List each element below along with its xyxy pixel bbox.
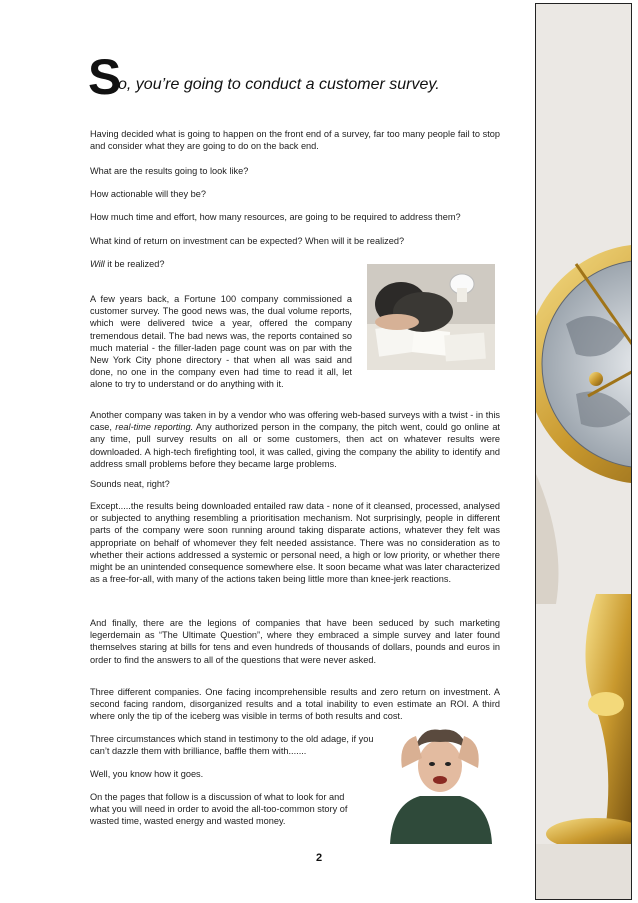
paragraph-how-it-goes: Well, you know how it goes.	[90, 769, 204, 779]
question-resources: How much time and effort, how many resources, are going to be required to address them?	[90, 212, 461, 222]
stressed-worker-photo	[367, 264, 495, 370]
paragraph-except: Except.....the results being downloaded entailed raw data - none of it cleansed, processed, analysed or subjected to anything resembling a prioritisation mechanism. Not surprisingly, people in different parts of the company were soon running around taking disparate actions, whatever they felt was appropriate on behalf of whomever they felt needed assistance. There was no consideration as to whether their actions addressed a systemic or personal need, a high or low priority, or whether there might be an unintended consequence somewhere else. It soon became what was later characterized as a free-for-all, with many of the actions taken being little more than knee-jerk reactions.	[90, 501, 500, 585]
drop-cap: S	[88, 49, 122, 105]
real-time-text-a: Another company was taken in by a vendor who was offering web-based surveys with a twist - in this case,	[90, 410, 500, 433]
page-title	[88, 49, 518, 105]
question-results: What are the results going to look like?	[90, 166, 249, 176]
question-actionable: How actionable will they be?	[90, 189, 206, 199]
paragraph-finally: And finally, there are the legions of companies that have been seduced by such marketing legerdemain as “The Ultimate Question”, where they embraced a simple survey and later found themselves staring at bills for tens and even hundreds of thousands of dollars, pounds and euros in order to find the answers to all of the questions that were never asked.	[90, 618, 500, 665]
frustrated-woman-photo	[380, 722, 500, 844]
emphasis-will: Will	[90, 259, 105, 269]
paragraph-three-circumstances: Three circumstances which stand in testimony to the old adage, if you can’t dazzle them with brilliance, baffle them with.......	[90, 734, 374, 757]
title-text: o, you’re going to conduct a customer survey.	[118, 76, 440, 93]
paragraph-fortune-100: A few years back, a Fortune 100 company commissioned a customer survey. The good news was, the dual volume reports, which were delivered twice a year, offered the company tremendous detail. The bad news was, the reports contained so much material - the filler-laden page count was on par with the New York City phone directory - that when all was said and done, no one in the company even had time to read it all, let alone to try to understand or do anything with it.	[90, 294, 352, 390]
paragraph-sounds-neat: Sounds neat, right?	[90, 479, 170, 489]
question-roi: What kind of return on investment can be expected? When will it be realized?	[90, 236, 405, 246]
decorative-clock-sidebar	[535, 3, 632, 900]
paragraph-three-companies: Three different companies. One facing incomprehensible results and zero return on investment. A second facing random, disorganized results and a total inability to even estimate an ROI. A third where only the tip of the iceberg was visible in terms of both results and cost.	[90, 687, 500, 722]
paragraph-real-time	[90, 409, 500, 470]
question-realized-rest: it be realized?	[104, 259, 165, 269]
real-time-text-b: Any authorized person in the company, the pitch went, could go online at any time, pull survey results on all or some customers, then act on whatever results were downloaded. A high-tech firefighting tool, it was called, giving the company the ability to identify and address small problems before they became large problems.	[90, 422, 500, 469]
paragraph-intro: Having decided what is going to happen on the front end of a survey, far too many people fail to stop and consider what they are going to do on the back end.	[90, 129, 500, 152]
paragraph-pages-follow: On the pages that follow is a discussion of what to look for and what you will need in order to avoid the all-too-common story of wasted time, wasted energy and wasted money.	[90, 792, 348, 827]
emphasis-real-time: real-time reporting.	[115, 422, 194, 433]
page-number: 2	[315, 852, 323, 864]
